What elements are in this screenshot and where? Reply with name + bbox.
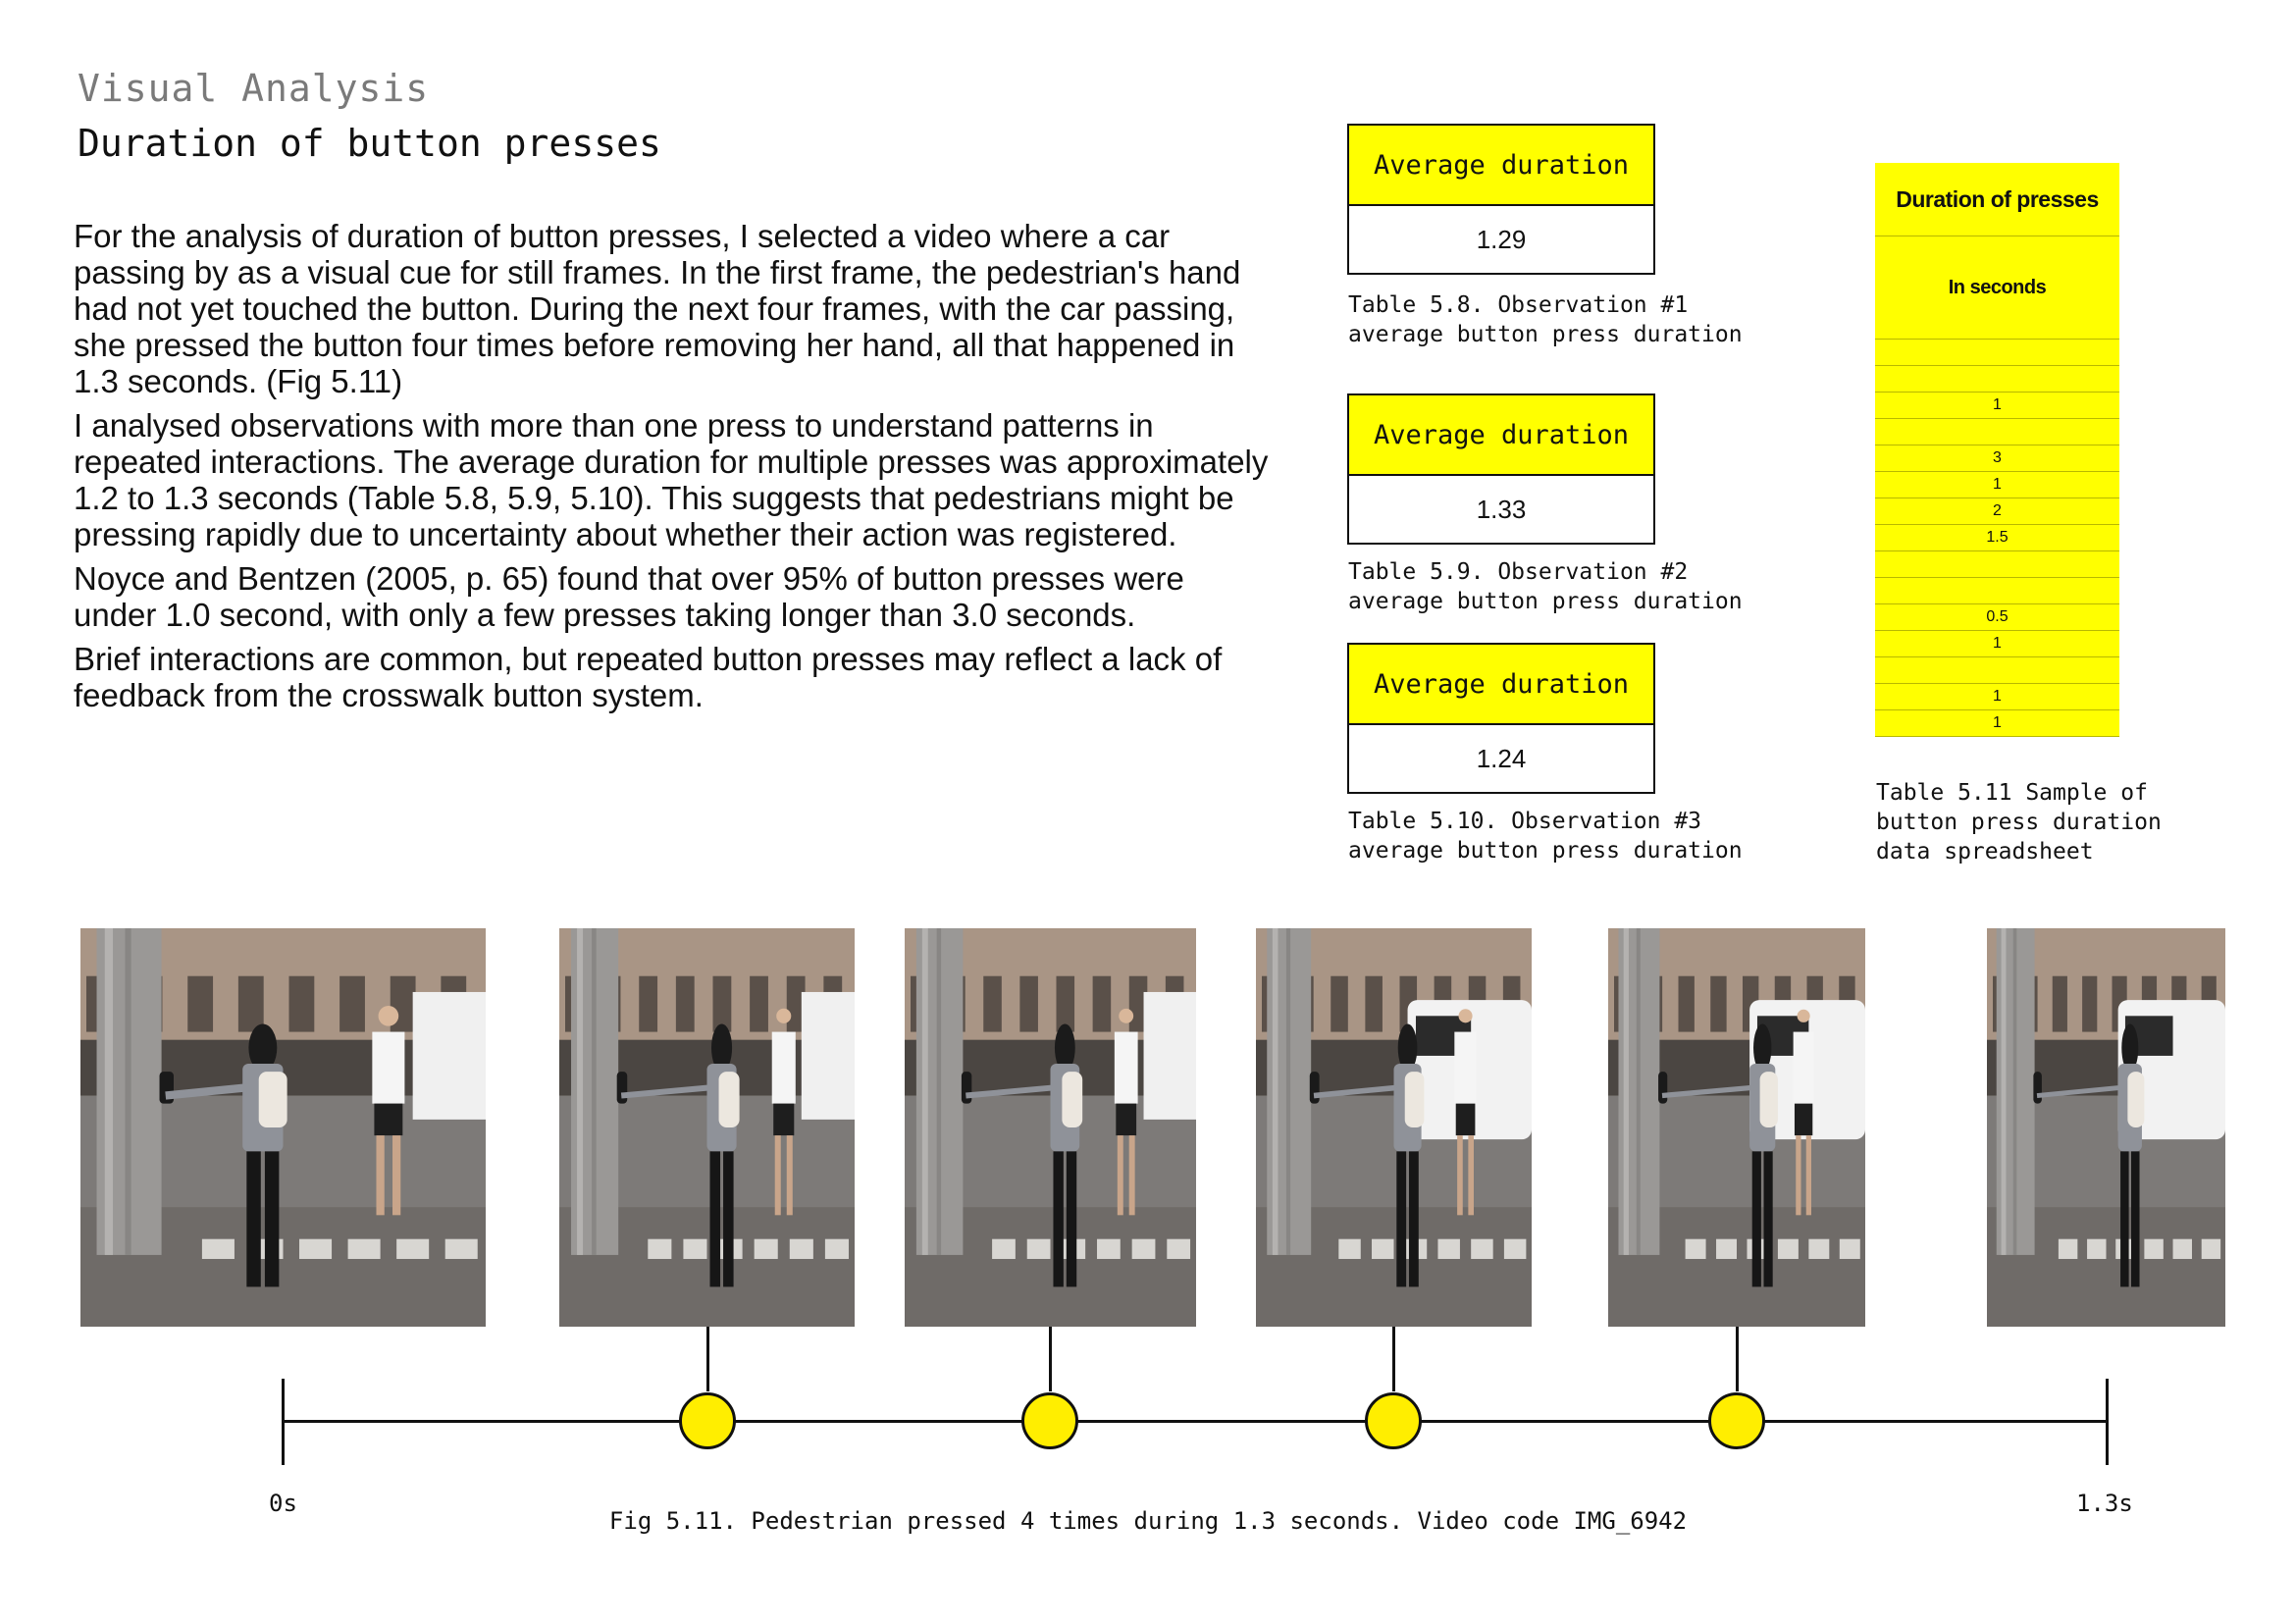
table-value: 1.33 (1476, 494, 1527, 524)
button-press-marker (1021, 1392, 1078, 1449)
button-press-marker (679, 1392, 736, 1449)
spreadsheet-row (1875, 340, 2119, 366)
spreadsheet-subheader: In seconds (1875, 236, 2119, 340)
button-press-marker (1708, 1392, 1765, 1449)
table-value: 1.24 (1476, 743, 1527, 773)
video-frame-2 (559, 928, 855, 1327)
spreadsheet-row: 1 (1875, 472, 2119, 498)
average-duration-table-1 (1347, 124, 1655, 275)
caption-line: Table 5.8. Observation #1 (1348, 292, 1689, 318)
average-duration-table-2 (1347, 393, 1655, 545)
body-text (74, 218, 1271, 721)
timeline-end-label: 1.3s (2076, 1490, 2133, 1517)
street-scene-image (1987, 928, 2225, 1327)
video-frame-6 (1987, 928, 2225, 1327)
caption-line: Table 5.10. Observation #3 (1348, 809, 1702, 834)
spreadsheet-row: 2 (1875, 498, 2119, 525)
timeline-start-tick (282, 1379, 285, 1465)
street-scene-image (559, 928, 855, 1327)
frame-connector (1392, 1327, 1395, 1391)
spreadsheet-row: 1 (1875, 393, 2119, 419)
caption-line: data spreadsheet (1876, 839, 2094, 864)
button-press-marker (1365, 1392, 1422, 1449)
spreadsheet-row: 1.5 (1875, 525, 2119, 551)
spreadsheet-row: 3 (1875, 445, 2119, 472)
paragraph: Brief interactions are common, but repeated button presses may reflect a lack of feedback from the crosswalk button system. (74, 641, 1223, 713)
page-title: Duration of button presses (78, 122, 661, 165)
spreadsheet-row: 1 (1875, 710, 2119, 737)
spreadsheet-rows (1875, 340, 2119, 737)
spreadsheet-row (1875, 366, 2119, 393)
caption-line: Table 5.9. Observation #2 (1348, 559, 1689, 585)
section-label: Visual Analysis (78, 67, 430, 110)
street-scene-image (1256, 928, 1532, 1327)
video-frame-5 (1608, 928, 1865, 1327)
spreadsheet-row: 1 (1875, 631, 2119, 657)
timeline-axis (283, 1420, 2108, 1423)
frame-connector (706, 1327, 709, 1391)
duration-spreadsheet (1875, 163, 2119, 737)
spreadsheet-row (1875, 551, 2119, 578)
timeline-end-tick (2106, 1379, 2109, 1465)
caption-line: average button press duration (1348, 838, 1743, 864)
spreadsheet-row (1875, 578, 2119, 604)
spreadsheet-row (1875, 657, 2119, 684)
paragraph: I analysed observations with more than one press to understand patterns in repeated interactions. The average duration for multiple presses was approximately 1.2 to 1.3 seconds (Table 5.8, 5.9, 5.10). This suggests that pedestrians might be pressing rapidly due to uncertainty about whether their action was registered. (74, 407, 1269, 552)
street-scene-image (1608, 928, 1865, 1327)
table-header: Average duration (1349, 645, 1653, 725)
caption-line: button press duration (1876, 810, 2162, 835)
caption-line: Table 5.11 Sample of (1876, 780, 2148, 806)
video-frame-1 (80, 928, 486, 1327)
caption-line: average button press duration (1348, 322, 1743, 347)
spreadsheet-row (1875, 419, 2119, 445)
table-caption-1 (1348, 290, 1743, 349)
frame-connector (1049, 1327, 1052, 1391)
street-scene-image (80, 928, 486, 1327)
street-scene-image (905, 928, 1196, 1327)
table-header: Average duration (1349, 126, 1653, 206)
table-caption-2 (1348, 557, 1743, 616)
spreadsheet-row: 1 (1875, 684, 2119, 710)
paragraph: Noyce and Bentzen (2005, p. 65) found that over 95% of button presses were under 1.0 second, with only a few presses taking longer than 3.0 seconds. (74, 560, 1184, 633)
spreadsheet-row: 0.5 (1875, 604, 2119, 631)
video-frame-3 (905, 928, 1196, 1327)
figure-caption: Fig 5.11. Pedestrian pressed 4 times during 1.3 seconds. Video code IMG_6942 (608, 1507, 1688, 1535)
paragraph: For the analysis of duration of button presses, I selected a video where a car passing by as a visual cue for still frames. In the first frame, the pedestrian's hand had not yet touched the button. During the next four frames, with the car passing, she pressed the button four times before removing her hand, all that happened in 1.3 seconds. (Fig 5.11) (74, 218, 1241, 399)
table-caption-3 (1348, 807, 1743, 865)
average-duration-table-3 (1347, 643, 1655, 794)
video-frame-4 (1256, 928, 1532, 1327)
frame-connector (1736, 1327, 1739, 1391)
timeline-start-label: 0s (269, 1490, 297, 1517)
spreadsheet-caption (1876, 778, 2162, 866)
spreadsheet-header: Duration of presses (1875, 163, 2119, 236)
table-header: Average duration (1349, 395, 1653, 476)
table-value: 1.29 (1476, 224, 1527, 254)
caption-line: average button press duration (1348, 589, 1743, 614)
